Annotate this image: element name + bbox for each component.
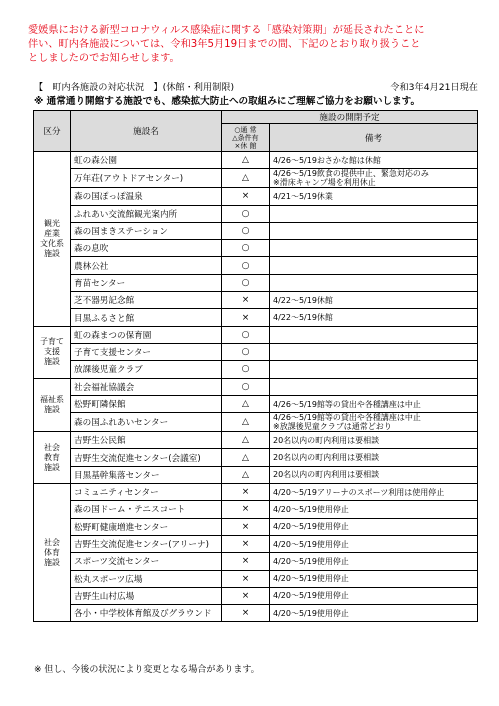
table-row bbox=[34, 205, 478, 222]
facility-name: 吉野生山村広場 bbox=[71, 587, 222, 604]
remarks-cell bbox=[270, 466, 478, 483]
table-row bbox=[34, 309, 478, 326]
remarks-line: 4/26～5/19飲食の提供中止、緊急対応のみ bbox=[273, 169, 429, 179]
remarks-line: 4/21～5/19休業 bbox=[273, 191, 333, 201]
remarks-cell bbox=[270, 553, 478, 570]
facility-name: 子育て支援センター bbox=[71, 343, 222, 360]
remarks-line: 4/22～5/19休館 bbox=[273, 295, 333, 305]
remarks-cell bbox=[270, 432, 478, 449]
remarks-cell bbox=[270, 570, 478, 587]
status-symbol: △ bbox=[222, 413, 270, 432]
remarks-cell bbox=[270, 378, 478, 395]
remarks-cell bbox=[270, 205, 478, 222]
status-symbol: △ bbox=[222, 432, 270, 449]
remarks-cell bbox=[270, 484, 478, 501]
facility-name: 放課後児童クラブ bbox=[71, 361, 222, 378]
intro-line: 伴い、町内各施設については、令和3年5月19日までの間、下記のとおり取り扱うこと bbox=[28, 39, 421, 50]
status-symbol: × bbox=[222, 188, 270, 205]
table-row bbox=[34, 222, 478, 239]
table-row bbox=[34, 413, 478, 432]
category-cell: 子育て 支援 施設 bbox=[34, 326, 71, 378]
remarks-line: 4/20～5/19使用停止 bbox=[273, 504, 349, 514]
table-row bbox=[34, 257, 478, 274]
status-symbol: × bbox=[222, 484, 270, 501]
remarks-line: ※放課後児童クラブは通常どおり bbox=[273, 422, 392, 432]
facility-table bbox=[33, 110, 478, 622]
intro-text bbox=[28, 24, 478, 66]
status-symbol: × bbox=[222, 309, 270, 326]
table-row bbox=[34, 361, 478, 378]
facility-name: スポーツ交流センター bbox=[71, 553, 222, 570]
facility-name: 吉野生交流促進センター(会議室) bbox=[71, 449, 222, 466]
table-row bbox=[34, 587, 478, 604]
header-facility: 施設名 bbox=[71, 111, 222, 152]
table-row bbox=[34, 605, 478, 622]
table-row bbox=[34, 152, 478, 169]
header-plan: 施設の開閉予定 bbox=[222, 111, 478, 124]
remarks-cell bbox=[270, 395, 478, 412]
status-symbol: ○ bbox=[222, 326, 270, 343]
remarks-line: 4/20～5/19使用停止 bbox=[273, 608, 349, 618]
table-row bbox=[34, 518, 478, 535]
remarks-cell bbox=[270, 343, 478, 360]
remarks-cell bbox=[270, 326, 478, 343]
table-row bbox=[34, 466, 478, 483]
table-row bbox=[34, 326, 478, 343]
facility-name: 吉野生交流促進センター(アリーナ) bbox=[71, 535, 222, 552]
header-category: 区分 bbox=[34, 111, 71, 152]
remarks-cell bbox=[270, 240, 478, 257]
status-symbol: △ bbox=[222, 449, 270, 466]
facility-name: 育苗センター bbox=[71, 274, 222, 291]
category-cell: 社会 体育 施設 bbox=[34, 484, 71, 622]
remarks-cell bbox=[270, 587, 478, 604]
facility-name: 農林公社 bbox=[71, 257, 222, 274]
facility-name: 目黒基幹集落センター bbox=[71, 466, 222, 483]
facility-name: 松野町健康増進センター bbox=[71, 518, 222, 535]
table-row bbox=[34, 378, 478, 395]
table-row bbox=[34, 292, 478, 309]
facility-name: 松丸スポーツ広場 bbox=[71, 570, 222, 587]
table-row bbox=[34, 484, 478, 501]
status-symbol: × bbox=[222, 501, 270, 518]
remarks-cell bbox=[270, 152, 478, 169]
status-symbol: × bbox=[222, 292, 270, 309]
status-symbol: △ bbox=[222, 152, 270, 169]
legend-open: ○通 常 bbox=[234, 125, 257, 134]
table-row bbox=[34, 432, 478, 449]
facility-rows bbox=[34, 152, 478, 622]
remarks-cell bbox=[270, 222, 478, 239]
facility-name: 各小・中学校体育館及びグラウンド bbox=[71, 605, 222, 622]
remarks-cell bbox=[270, 257, 478, 274]
remarks-cell bbox=[270, 413, 478, 432]
category-cell: 社会 教育 施設 bbox=[34, 432, 71, 484]
header-legend bbox=[222, 124, 270, 152]
status-symbol: △ bbox=[222, 395, 270, 412]
remarks-line: 4/20～5/19使用停止 bbox=[273, 539, 349, 549]
remarks-cell bbox=[270, 449, 478, 466]
remarks-line: 4/20～5/19使用停止 bbox=[273, 522, 349, 532]
remarks-cell bbox=[270, 292, 478, 309]
facility-name: 森の国ドーム・テニスコート bbox=[71, 501, 222, 518]
category-cell: 観光 産業 文化系 施設 bbox=[34, 152, 71, 327]
remarks-cell bbox=[270, 535, 478, 552]
remarks-line: 4/26～5/19おさかな館は休館 bbox=[273, 155, 381, 165]
table-row bbox=[34, 188, 478, 205]
status-symbol: ○ bbox=[222, 257, 270, 274]
status-symbol: ○ bbox=[222, 378, 270, 395]
remarks-line: 4/26～5/19館等の貸出や各種講座は中止 bbox=[273, 399, 421, 409]
legend-closed: ×休 館 bbox=[234, 141, 257, 150]
table-row bbox=[34, 449, 478, 466]
status-symbol: ○ bbox=[222, 205, 270, 222]
category-cell: 福祉系 施設 bbox=[34, 378, 71, 432]
remarks-cell bbox=[270, 169, 478, 188]
table-row bbox=[34, 395, 478, 412]
facility-name: 森の国まきステーション bbox=[71, 222, 222, 239]
intro-line: 愛媛県における新型コロナウィルス感染症に関する「感染対策期」が延長されたことに bbox=[28, 25, 425, 36]
intro-line: としましたのでお知らせします。 bbox=[28, 53, 180, 64]
status-symbol: ○ bbox=[222, 274, 270, 291]
remarks-cell bbox=[270, 188, 478, 205]
remarks-line: 4/20～5/19使用停止 bbox=[273, 591, 349, 601]
remarks-cell bbox=[270, 501, 478, 518]
table-row bbox=[34, 553, 478, 570]
section-title: 【 町内各施設の対応状況 】(休館・利用制限) bbox=[34, 82, 235, 93]
facility-name: 社会福祉協議会 bbox=[71, 378, 222, 395]
notice: ※ 通常通り開館する施設でも、感染拡大防止への取組みにご理解ご協力をお願いします。 bbox=[34, 96, 421, 107]
table-row bbox=[34, 501, 478, 518]
header-remarks: 備考 bbox=[270, 124, 478, 152]
remarks-cell bbox=[270, 274, 478, 291]
facility-name: 森の国ぽっぽ温泉 bbox=[71, 188, 222, 205]
facility-name: 目黒ふるさと館 bbox=[71, 309, 222, 326]
remarks-line: 20名以内の町内利用は要相談 bbox=[273, 470, 380, 480]
remarks-cell bbox=[270, 605, 478, 622]
remarks-line: 20名以内の町内利用は要相談 bbox=[273, 435, 380, 445]
status-symbol: △ bbox=[222, 169, 270, 188]
table-row bbox=[34, 240, 478, 257]
facility-name: ふれあい交流館観光案内所 bbox=[71, 205, 222, 222]
status-symbol: △ bbox=[222, 466, 270, 483]
remarks-line: 4/20～5/19使用停止 bbox=[273, 556, 349, 566]
status-symbol: ○ bbox=[222, 240, 270, 257]
facility-name: 森の国ふれあいセンター bbox=[71, 413, 222, 432]
facility-name: 虹の森公園 bbox=[71, 152, 222, 169]
table-row bbox=[34, 570, 478, 587]
status-symbol: × bbox=[222, 553, 270, 570]
table-row bbox=[34, 535, 478, 552]
facility-name: 万年荘(アウトドアセンター) bbox=[71, 169, 222, 188]
status-symbol: × bbox=[222, 570, 270, 587]
remarks-line: 4/22～5/19休館 bbox=[273, 313, 333, 323]
footer-note: ※ 但し、今後の状況により変更となる場合があります。 bbox=[34, 665, 260, 675]
remarks-line: 4/20～5/19アリーナのスポーツ利用は使用停止 bbox=[273, 487, 445, 497]
facility-name: 虹の森まつの保育園 bbox=[71, 326, 222, 343]
table-row bbox=[34, 343, 478, 360]
status-symbol: ○ bbox=[222, 343, 270, 360]
status-symbol: × bbox=[222, 518, 270, 535]
remarks-cell bbox=[270, 518, 478, 535]
table-row bbox=[34, 274, 478, 291]
remarks-cell bbox=[270, 361, 478, 378]
status-symbol: ○ bbox=[222, 361, 270, 378]
remarks-cell bbox=[270, 309, 478, 326]
remarks-line: 4/26～5/19館等の貸出や各種講座は中止 bbox=[273, 413, 421, 423]
remarks-line: 20名以内の町内利用は要相談 bbox=[273, 453, 380, 463]
facility-name: コミュニティセンター bbox=[71, 484, 222, 501]
status-symbol: × bbox=[222, 605, 270, 622]
facility-name: 吉野生公民館 bbox=[71, 432, 222, 449]
status-symbol: × bbox=[222, 587, 270, 604]
status-symbol: ○ bbox=[222, 222, 270, 239]
facility-name: 芝不器男記念館 bbox=[71, 292, 222, 309]
facility-name: 松野町隣保館 bbox=[71, 395, 222, 412]
as-of-date: 令和3年4月21日現在 bbox=[390, 82, 478, 93]
remarks-line: 4/20～5/19使用停止 bbox=[273, 574, 349, 584]
legend-conditional: △条件有 bbox=[232, 133, 259, 142]
facility-name: 森の息吹 bbox=[71, 240, 222, 257]
remarks-line: ※滑床キャンプ場を利用休止 bbox=[273, 178, 376, 188]
status-symbol: × bbox=[222, 535, 270, 552]
table-row bbox=[34, 169, 478, 188]
